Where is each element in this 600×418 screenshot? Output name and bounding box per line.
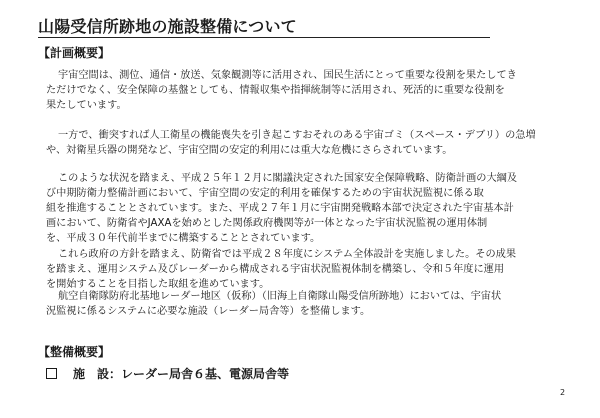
paragraph-line: これら政府の方針を踏まえ、防衛省では平成２８年度にシステム全体設計を実施しました。その成果 — [58, 249, 517, 260]
paragraph-line: や、対衛星兵器の開発など、宇宙空間の安定的利用には重大な危機にさらされています。 — [46, 145, 453, 156]
paragraph-line: 果たしています。 — [46, 100, 127, 111]
paragraph-radar-facility — [46, 289, 556, 319]
paragraph-line: 況監視に係るシステムに必要な施設（レーダー局舎等）を整備します。 — [46, 306, 371, 317]
paragraph-policy-background — [46, 171, 556, 246]
maintenance-overview-heading: 【整備概要】 — [38, 345, 111, 359]
paragraph-line: び中期防衛力整備計画において、宇宙空間の安定的利用を確保するための宇宙状況監視に係る取 — [46, 188, 484, 199]
plan-overview-heading: 【計画概要】 — [38, 46, 111, 60]
title-underline — [38, 37, 490, 38]
facility-bullet-item — [46, 365, 289, 382]
facility-item-text: 施 設：レーダー局舎６基、電源局舎等 — [73, 367, 290, 381]
paragraph-line: 航空自衛隊防府北基地レーダー地区（仮称）（旧海上自衛隊山陽受信所跡地）においては、宇宙状 — [58, 291, 502, 302]
paragraph-line: 画において、防衛省やJAXAを始めとした関係政府機関等が一体となった宇宙状況監視の運用体制 — [46, 218, 488, 229]
paragraph-line: ただけでなく、安全保障の基盤としても、情報収集や指揮統制等に活用され、死活的に重要な役割を — [46, 85, 505, 96]
paragraph-line: を開始することを目指した取組を進めています。 — [46, 279, 270, 290]
paragraph-line: 組を推進することとされています。また、平成２７年１月に宇宙開発戦略本部で決定された宇宙基本計 — [46, 203, 514, 214]
document-title: 山陽受信所跡地の施設整備について — [38, 17, 297, 36]
paragraph-line: を踏まえ、運用システム及びレーダーから構成される宇宙状況監視体制を構築し、令和５年度に運用 — [46, 264, 505, 275]
paragraph-line: 一方で、衝突すれば人工衛星の機能喪失を引き起こすおそれのある宇宙ゴミ（スペース・デブリ）の急増 — [58, 130, 536, 141]
paragraph-space-debris — [46, 128, 556, 158]
paragraph-line: 宇宙空間は、測位、通信・放送、気象観測等に活用され、国民生活にとって重要な役割を果たしてき — [58, 70, 517, 81]
paragraph-line: を、平成３０年代前半までに構築することとされています。 — [46, 233, 321, 244]
paragraph-system-design — [46, 247, 556, 292]
page-number: 2 — [560, 388, 566, 397]
paragraph-space-importance — [46, 68, 556, 113]
paragraph-line: このような状況を踏まえ、平成２５年１２月に閣議決定された国家安全保障戦略、防衛計画の大綱及 — [58, 173, 518, 184]
square-bullet-icon — [46, 368, 57, 379]
